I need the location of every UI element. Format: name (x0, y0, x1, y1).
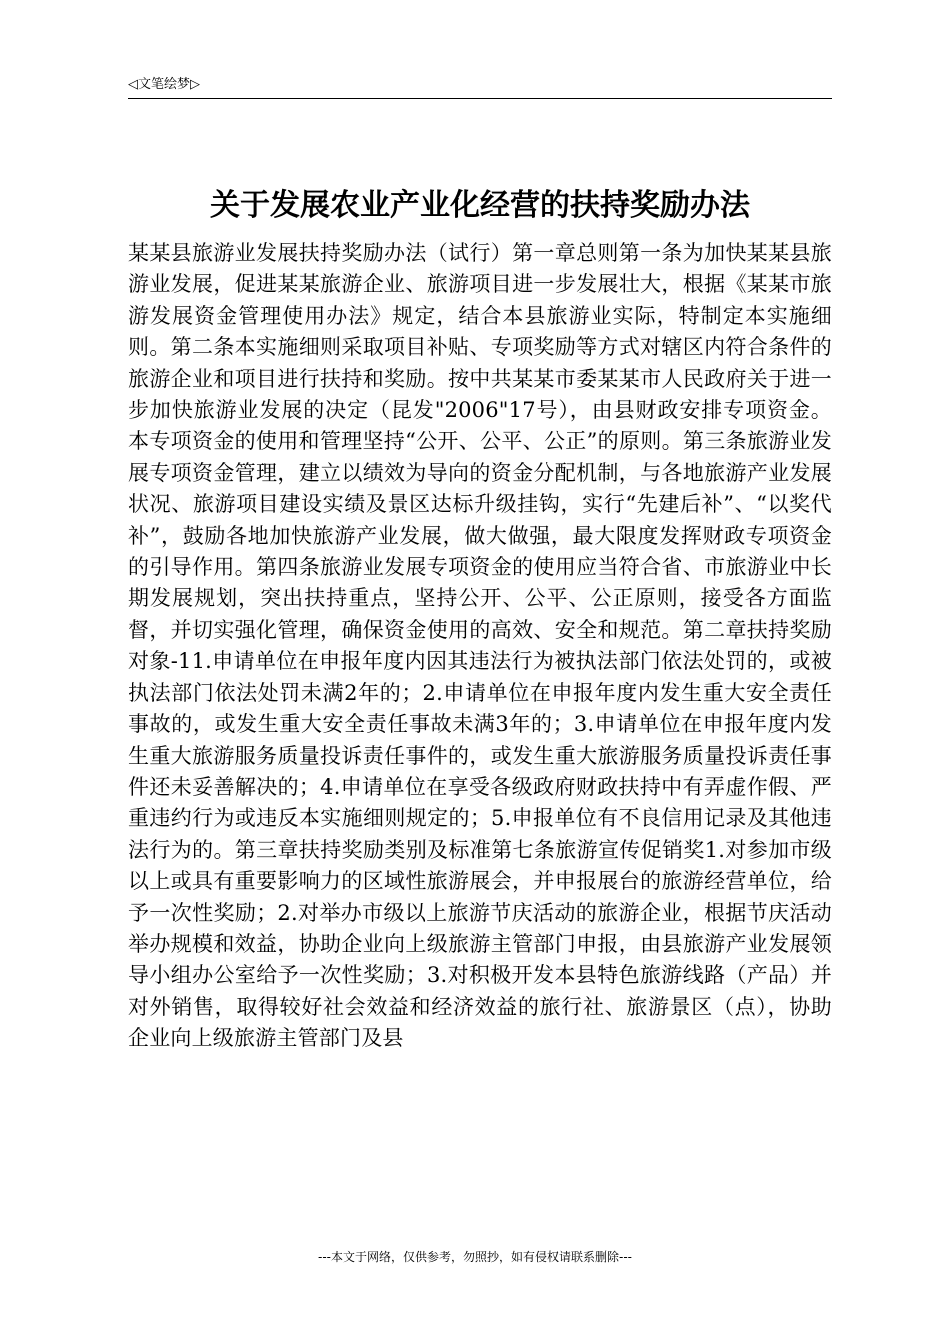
page-footer: ---本文于网络，仅供参考，勿照抄，如有侵权请联系删除--- (318, 1250, 632, 1264)
header-brand: ◁文笔绘梦▷ (128, 77, 200, 92)
document-body: 某某县旅游业发展扶持奖励办法（试行）第一章总则第一条为加快某某县旅游业发展，促进某某旅游企业、旅游项目进一步发展壮大，根据《某某市旅游发展资金管理使用办法》规定，结合本县旅游业实际，特制定本实施细则。第二条本实施细则采取项目补贴、专项奖励等方式对辖区内符合条件的旅游企业和项目进行扶持和奖励。按中共某某市委某某市人民政府关于进一步加快旅游业发展的决定（昆发"2006"17号），由县财政安排专项资金。本专项资金的使用和管理坚持“公开、公平、公正”的原则。第三条旅游业发展专项资金管理，建立以绩效为导向的资金分配机制，与各地旅游产业发展状况、旅游项目建设实绩及景区达标升级挂钩，实行“先建后补”、“以奖代补”，鼓励各地加快旅游产业发展，做大做强，最大限度发挥财政专项资金的引导作用。第四条旅游业发展专项资金的使用应当符合省、市旅游业中长期发展规划，突出扶持重点，坚持公开、公平、公正原则，接受各方面监督，并切实强化管理，确保资金使用的高效、安全和规范。第二章扶持奖励对象-11.申请单位在申报年度内因其违法行为被执法部门依法处罚的，或被执法部门依法处罚未满2年的；2.申请单位在申报年度内发生重大安全责任事故的，或发生重大安全责任事故未满3年的；3.申请单位在申报年度内发生重大旅游服务质量投诉责任事件的，或发生重大旅游服务质量投诉责任事件还未妥善解决的；4.申请单位在享受各级政府财政扶持中有弄虚作假、严重违约行为或违反本实施细则规定的；5.申报单位有不良信用记录及其他违法行为的。第三章扶持奖励类别及标准第七条旅游宣传促销奖1.对参加市级以上或具有重要影响力的区域性旅游展会，并申报展台的旅游经营单位，给予一次性奖励；2.对举办市级以上旅游节庆活动的旅游企业，根据节庆活动举办规模和效益，协助企业向上级旅游主管部门申报，由县旅游产业发展领导小组办公室给予一次性奖励；3.对积极开发本县特色旅游线路（产品）并对外销售，取得较好社会效益和经济效益的旅行社、旅游景区（点），协助企业向上级旅游主管部门及县 (128, 241, 832, 1051)
page-header (128, 76, 832, 99)
document-title: 关于发展农业产业化经营的扶持奖励办法 (210, 188, 750, 223)
